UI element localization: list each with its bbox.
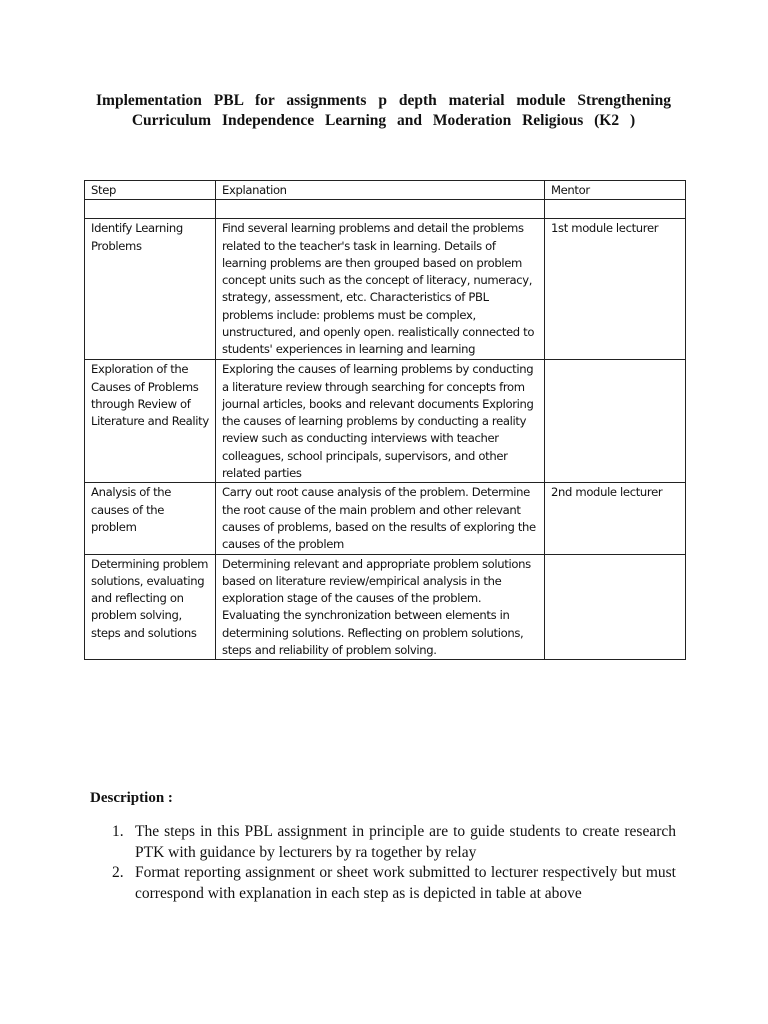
step-cell: Determining problem solutions, evaluating and reflecting on problem solving, steps and solutions — [85, 554, 216, 660]
title-line-1: Implementation PBL for assignments p depth material module Strengthening — [96, 92, 671, 109]
description-label: Description : — [90, 790, 173, 806]
explanation-cell: Exploring the causes of learning problems by conducting a literature review through searching for concepts from journal articles, books and relevant documents Exploring the causes of learning problems by conducting a reality review such as conducting interviews with teacher colleagues, school principals, supervisors, and other related parties — [216, 360, 545, 483]
pbl-steps-table — [84, 180, 686, 660]
list-item-number: 1. — [112, 823, 124, 840]
explanation-cell: Find several learning problems and detail the problems related to the teacher's task in learning. Details of learning problems are then grouped based on problem concept units such as the concept of literacy, numeracy, strategy, assessment, etc. Characteristics of PBL problems include: problems must be complex, unstructured, and openly open. realistically connected to students' experiences in learning and learning — [216, 219, 545, 360]
list-item-text: Format reporting assignment or sheet work submitted to lecturer respectively but must correspond with explanation in each step as is depicted in table at above — [135, 864, 676, 902]
description-list — [112, 822, 676, 904]
mentor-cell — [545, 554, 686, 660]
mentor-cell: 1st module lecturer — [545, 219, 686, 360]
table-row — [85, 360, 686, 483]
header-explanation: Explanation — [216, 181, 545, 200]
mentor-cell: 2nd module lecturer — [545, 483, 686, 554]
table-row — [85, 483, 686, 554]
table-row — [85, 554, 686, 660]
step-cell: Identify Learning Problems — [85, 219, 216, 360]
header-step: Step — [85, 181, 216, 200]
explanation-cell: Carry out root cause analysis of the problem. Determine the root cause of the main problem and other relevant causes of problems, based on the results of exploring the causes of the problem — [216, 483, 545, 554]
list-item — [112, 822, 676, 863]
empty-cell — [85, 200, 216, 219]
list-item — [112, 863, 676, 904]
document-title — [96, 91, 671, 131]
step-cell: Exploration of the Causes of Problems through Review of Literature and Reality — [85, 360, 216, 483]
header-mentor: Mentor — [545, 181, 686, 200]
explanation-cell: Determining relevant and appropriate problem solutions based on literature review/empirical analysis in the exploration stage of the causes of the problem. Evaluating the synchronization between elements in determining solutions. Reflecting on problem solutions, steps and reliability of problem solving. — [216, 554, 545, 660]
step-cell: Analysis of the causes of the problem — [85, 483, 216, 554]
title-line-2: Curriculum Independence Learning and Moderation Religious (K2 ) — [131, 112, 636, 129]
empty-cell — [216, 200, 545, 219]
empty-cell — [545, 200, 686, 219]
table-row — [85, 219, 686, 360]
mentor-cell — [545, 360, 686, 483]
list-item-text: The steps in this PBL assignment in principle are to guide students to create research PTK with guidance by lecturers by ra together by relay — [135, 823, 676, 861]
table-empty-row — [85, 200, 686, 219]
table-header-row — [85, 181, 686, 200]
list-item-number: 2. — [112, 864, 124, 881]
